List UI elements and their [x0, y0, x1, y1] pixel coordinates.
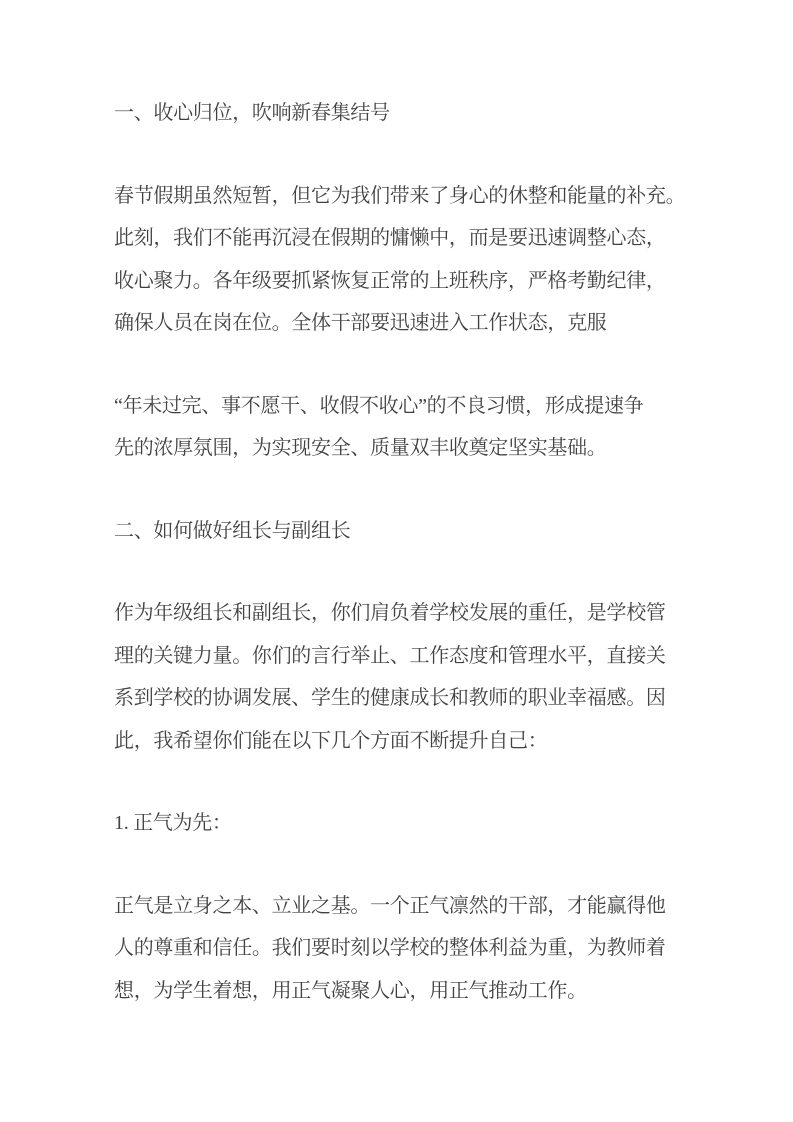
text-line: 先的浓厚氛围，为实现安全、质量双丰收奠定坚实基础。 — [114, 437, 607, 459]
numbered-heading-1: 1. 正气为先： — [114, 812, 232, 834]
text-line: 此，我希望你们能在以下几个方面不断提升自己： — [114, 729, 548, 752]
text-line: “年未过完、事不愿干、收假不收心”的不良习惯，形成提速争 — [114, 394, 644, 417]
document-body — [114, 92, 704, 1012]
paragraph-1 — [114, 175, 704, 345]
text-line: 想，为学生着想，用正气凝聚人心，用正气推动工作。 — [114, 979, 587, 1002]
paragraph-4 — [114, 885, 704, 1013]
section-heading-1: 一、收心归位，吹响新春集结号 — [114, 102, 390, 124]
text-line: 系到学校的协调发展、学生的健康成长和教师的职业幸福感。因 — [114, 687, 666, 709]
text-line: 春节假期虽然短暂，但它为我们带来了身心的休整和能量的补充。 — [114, 184, 686, 207]
paragraph-3 — [114, 592, 704, 762]
text-line: 理的关键力量。你们的言行举止、工作态度和管理水平，直接关 — [114, 644, 666, 667]
section-heading-2: 二、如何做好组长与副组长 — [114, 519, 351, 542]
text-line: 人的尊重和信任。我们要时刻以学校的整体利益为重，为教师着 — [114, 937, 666, 959]
paragraph-2 — [114, 385, 704, 470]
text-line: 确保人员在岗在位。全体干部要迅速进入工作状态，克服 — [114, 312, 607, 334]
text-line: 此刻，我们不能再沉浸在假期的慵懒中，而是要迅速调整心态， — [114, 227, 666, 249]
text-line: 作为年级组长和副组长，你们肩负着学校发展的重任，是学校管 — [114, 602, 666, 624]
text-line: 正气是立身之本、立业之基。一个正气凛然的干部，才能赢得他 — [114, 894, 666, 917]
text-line: 收心聚力。各年级要抓紧恢复正常的上班秩序，严格考勤纪律， — [114, 269, 666, 292]
